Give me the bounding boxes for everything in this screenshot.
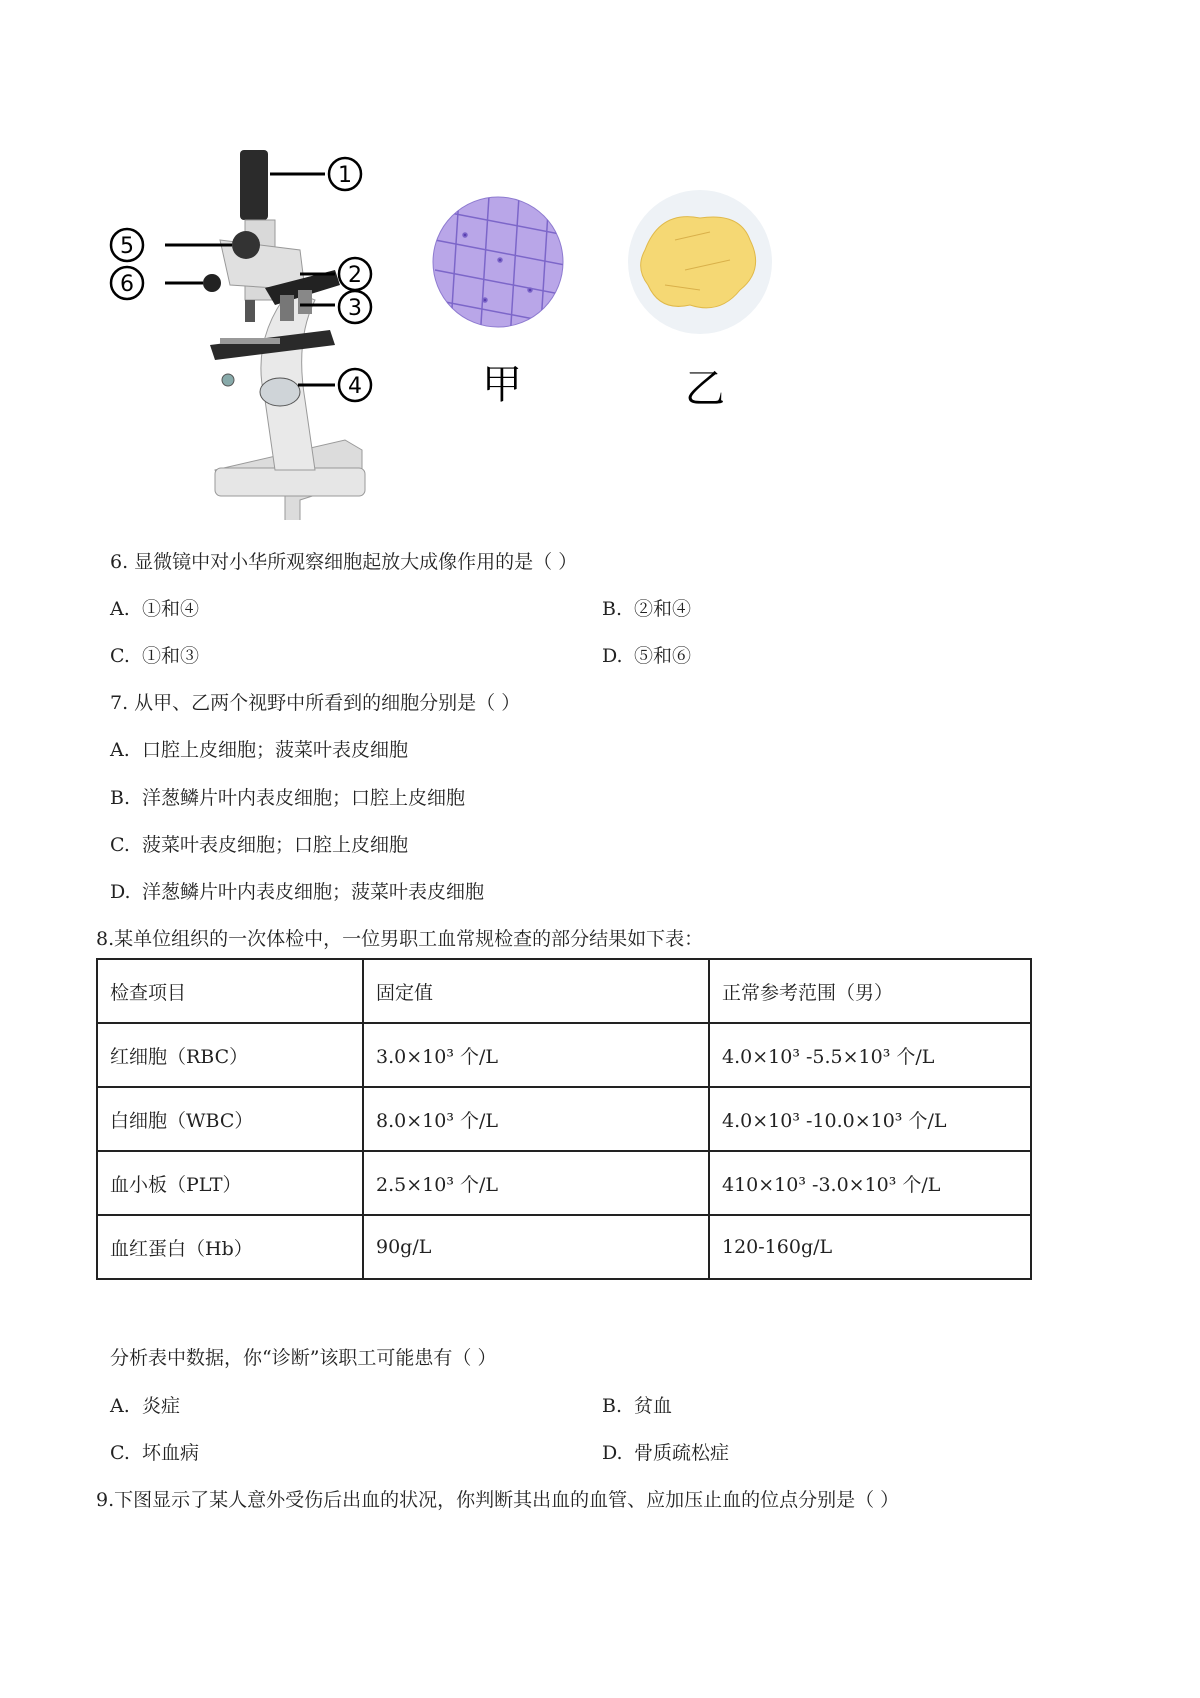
- table-cell: 4.0×10³ -5.5×10³ 个/L: [709, 1023, 1031, 1087]
- q7-option-d[interactable]: D. 洋葱鳞片叶内表皮细胞；菠菜叶表皮细胞: [110, 881, 485, 903]
- q7-option-a[interactable]: A. 口腔上皮细胞；菠菜叶表皮细胞: [110, 739, 409, 761]
- table-cell: 3.0×10³ 个/L: [363, 1023, 709, 1087]
- microscope-diagram: [100, 140, 860, 520]
- table-cell: 红细胞（RBC）: [97, 1023, 363, 1087]
- q6-option-a[interactable]: A. ①和④: [110, 598, 200, 620]
- table-cell: 2.5×10³ 个/L: [363, 1151, 709, 1215]
- table-row: [97, 1215, 1031, 1279]
- table-row: [97, 1087, 1031, 1151]
- q7-option-c[interactable]: C. 菠菜叶表皮细胞；口腔上皮细胞: [110, 834, 409, 856]
- blood-test-table: [96, 958, 1032, 1280]
- microscope-figure: [100, 140, 860, 520]
- table-header-cell: 检查项目: [97, 959, 363, 1023]
- q6-option-c[interactable]: C. ①和③: [110, 645, 200, 667]
- view-jia-label: 甲: [482, 362, 522, 408]
- question-8-stem: 8.某单位组织的一次体检中，一位男职工血常规检查的部分结果如下表：: [96, 928, 704, 950]
- label-4: 4: [348, 374, 362, 399]
- table-header-cell: 正常参考范围（男）: [709, 959, 1031, 1023]
- table-row: [97, 1151, 1031, 1215]
- table-cell: 白细胞（WBC）: [97, 1087, 363, 1151]
- label-1: 1: [338, 163, 352, 188]
- label-3: 3: [348, 296, 362, 321]
- table-cell: 血红蛋白（Hb）: [97, 1215, 363, 1279]
- view-yi-label: 乙: [685, 366, 725, 412]
- q8-option-c[interactable]: C. 坏血病: [110, 1442, 200, 1464]
- table-cell: 8.0×10³ 个/L: [363, 1087, 709, 1151]
- label-5: 5: [120, 234, 134, 259]
- q6-option-b[interactable]: B. ②和④: [602, 598, 692, 620]
- label-2: 2: [348, 263, 362, 288]
- q8-option-d[interactable]: D. 骨质疏松症: [602, 1442, 730, 1464]
- question-6-stem: 6. 显微镜中对小华所观察细胞起放大成像作用的是（ ）: [110, 551, 578, 573]
- table-cell: 120-160g/L: [709, 1215, 1031, 1279]
- question-9-stem: 9.下图显示了某人意外受伤后出血的状况，你判断其出血的血管、应加压止血的位点分别是（ ）: [96, 1489, 900, 1511]
- question-8-followup: 分析表中数据，你“诊断”该职工可能患有（ ）: [110, 1347, 497, 1369]
- table-row: [97, 1023, 1031, 1087]
- table-cell: 血小板（PLT）: [97, 1151, 363, 1215]
- table-header-row: [97, 959, 1031, 1023]
- table-header-cell: 固定值: [363, 959, 709, 1023]
- question-7-stem: 7. 从甲、乙两个视野中所看到的细胞分别是（ ）: [110, 692, 521, 714]
- table-cell: 90g/L: [363, 1215, 709, 1279]
- table-cell: 410×10³ -3.0×10³ 个/L: [709, 1151, 1031, 1215]
- label-6: 6: [120, 272, 134, 297]
- q8-option-b[interactable]: B. 贫血: [602, 1395, 673, 1417]
- table-cell: 4.0×10³ -10.0×10³ 个/L: [709, 1087, 1031, 1151]
- q6-option-d[interactable]: D. ⑤和⑥: [602, 645, 692, 667]
- q8-option-a[interactable]: A. 炎症: [110, 1395, 181, 1417]
- q7-option-b[interactable]: B. 洋葱鳞片叶内表皮细胞；口腔上皮细胞: [110, 787, 466, 809]
